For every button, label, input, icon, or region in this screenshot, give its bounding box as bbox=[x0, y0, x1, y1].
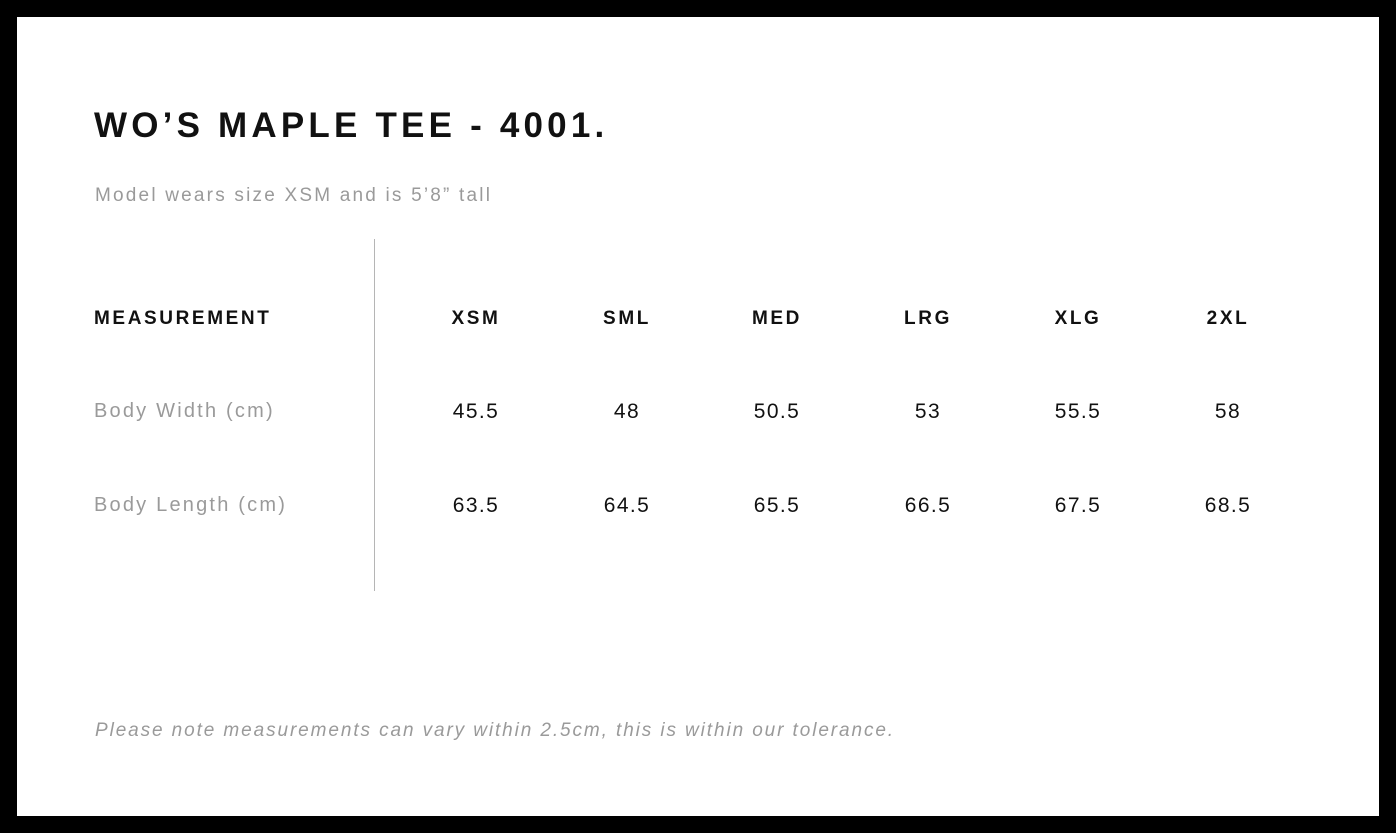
table-header-row bbox=[17, 308, 1379, 338]
page-title: WO’S MAPLE TEE - 4001. bbox=[94, 106, 609, 145]
column-header-lrg: LRG bbox=[904, 308, 952, 329]
table-row bbox=[17, 494, 1379, 524]
cell-body-length-2xl: 68.5 bbox=[1204, 494, 1252, 517]
cell-body-length-xsm: 63.5 bbox=[452, 494, 500, 517]
cell-body-length-xlg: 67.5 bbox=[1054, 494, 1102, 517]
cell-body-width-2xl: 58 bbox=[1214, 400, 1242, 423]
column-header-2xl: 2XL bbox=[1206, 308, 1250, 329]
cell-body-length-sml: 64.5 bbox=[603, 494, 651, 517]
cell-body-width-lrg: 53 bbox=[914, 400, 942, 423]
row-label-body-width: Body Width (cm) bbox=[94, 400, 275, 422]
column-header-measurement: MEASUREMENT bbox=[94, 308, 272, 329]
size-chart-table bbox=[17, 17, 1379, 816]
cell-body-width-xlg: 55.5 bbox=[1054, 400, 1102, 423]
cell-body-width-sml: 48 bbox=[613, 400, 641, 423]
cell-body-length-med: 65.5 bbox=[753, 494, 801, 517]
column-header-med: MED bbox=[751, 308, 803, 329]
cell-body-width-xsm: 45.5 bbox=[452, 400, 500, 423]
tolerance-note: Please note measurements can vary within 2.5cm, this is within our tolerance. bbox=[95, 720, 895, 741]
column-header-xsm: XSM bbox=[451, 308, 501, 329]
size-guide-card bbox=[17, 17, 1379, 816]
row-label-body-length: Body Length (cm) bbox=[94, 494, 288, 516]
model-info-text: Model wears size XSM and is 5’8” tall bbox=[95, 185, 493, 206]
table-row bbox=[17, 400, 1379, 430]
cell-body-length-lrg: 66.5 bbox=[904, 494, 952, 517]
column-header-sml: SML bbox=[603, 308, 651, 329]
cell-body-width-med: 50.5 bbox=[753, 400, 801, 423]
column-header-xlg: XLG bbox=[1054, 308, 1102, 329]
